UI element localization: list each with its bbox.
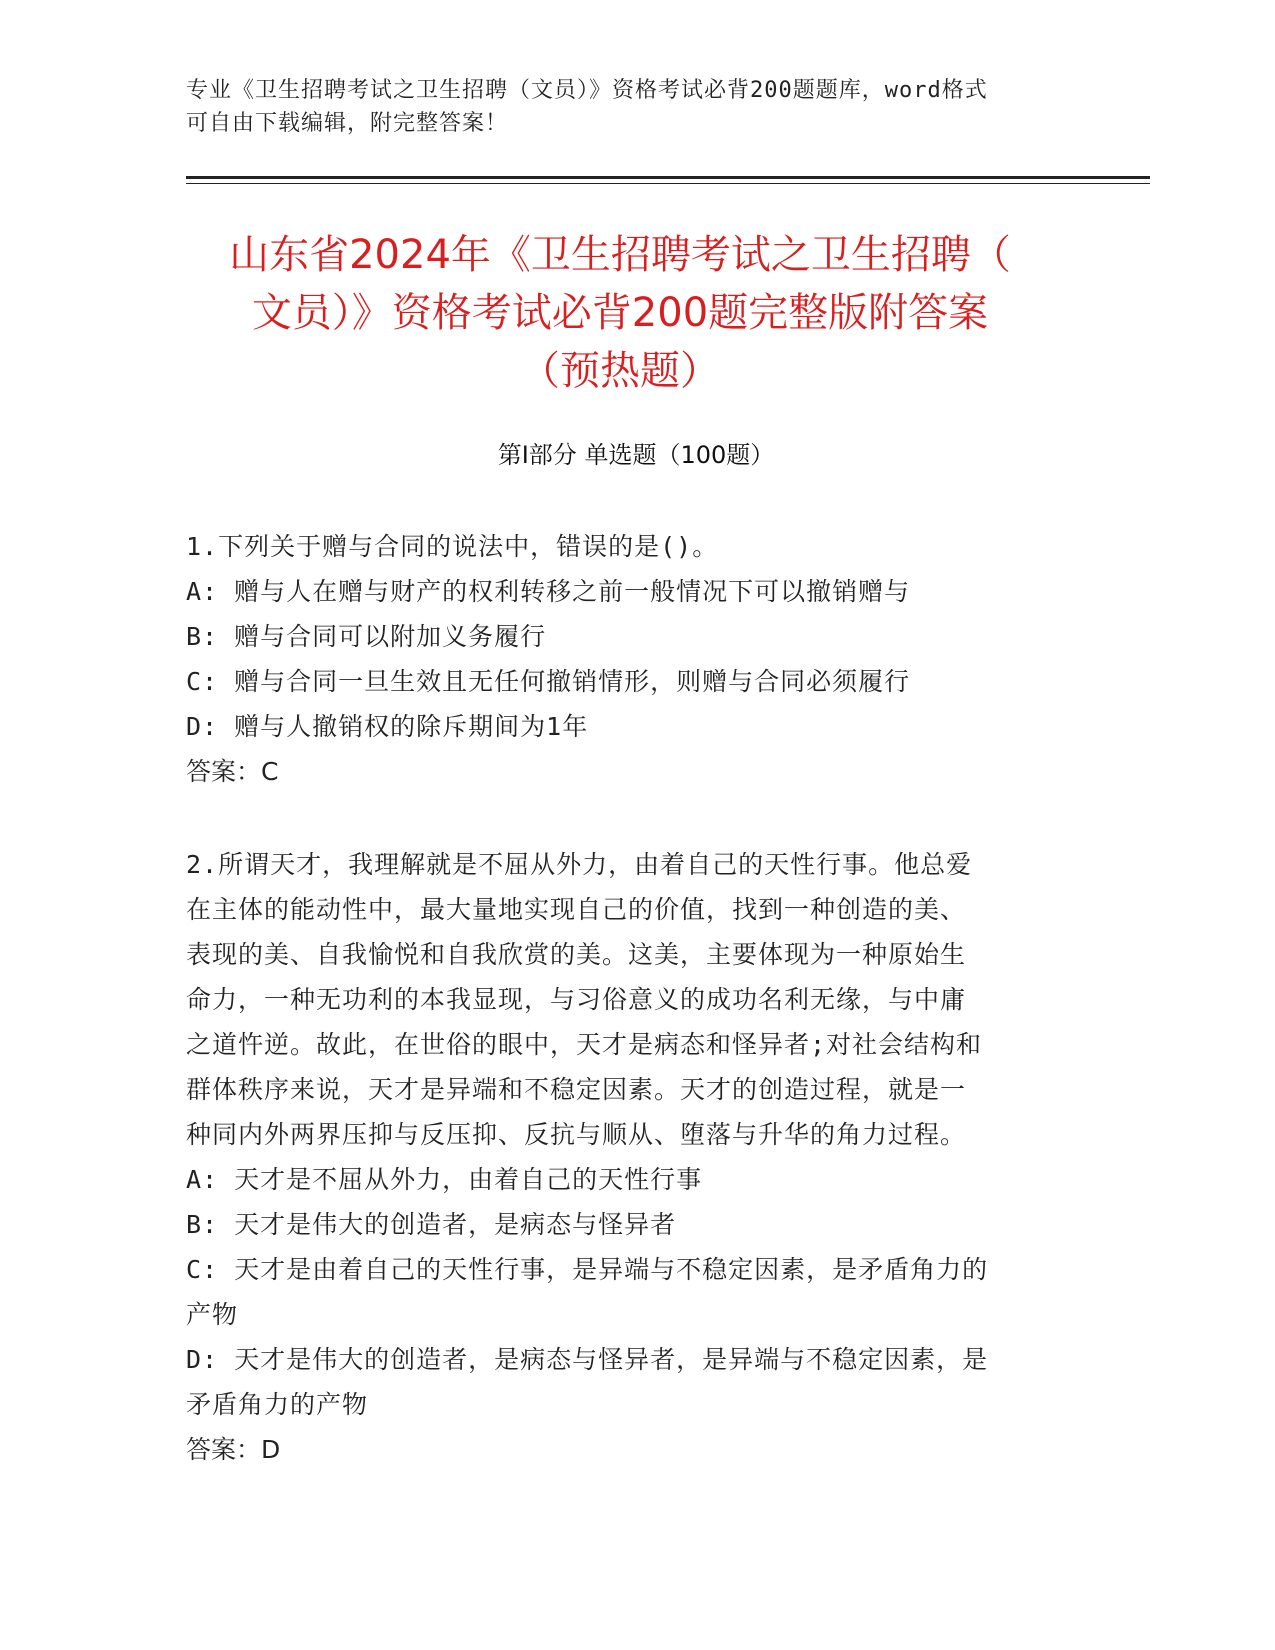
question-stem-line: 群体秩序来说，天才是异端和不稳定因素。天才的创造过程，就是一 xyxy=(186,1075,967,1104)
option-line: C: 天才是由着自己的天性行事，是异端与不稳定因素，是矛盾角力的 xyxy=(186,1255,989,1284)
option-line: 矛盾角力的产物 xyxy=(186,1390,369,1419)
option-line: C: 赠与合同一旦生效且无任何撤销情形，则赠与合同必须履行 xyxy=(186,667,911,696)
option-line: 产物 xyxy=(186,1300,239,1329)
question-stem-line: 2.所谓天才，我理解就是不屈从外力，由着自己的天性行事。他总爱 xyxy=(186,850,973,879)
document-title xyxy=(160,226,1080,400)
option-c xyxy=(186,659,1066,704)
question-stem-line: 种同内外两界压抑与反压抑、反抗与顺从、堕落与升华的角力过程。 xyxy=(186,1120,967,1149)
option-line: B: 赠与合同可以附加义务履行 xyxy=(186,622,547,651)
section-heading: 第Ⅰ部分 单选题（100题） xyxy=(497,441,775,469)
question-stem xyxy=(186,842,1066,1157)
option-d xyxy=(186,1337,1066,1427)
title-line: （预热题） xyxy=(520,348,720,394)
option-c xyxy=(186,1247,1066,1337)
title-line: 山东省2024年《卫生招聘考试之卫生招聘（ xyxy=(229,232,1011,278)
question-stem-line: 之道忤逆。故此，在世俗的眼中，天才是病态和怪异者;对社会结构和 xyxy=(186,1030,983,1059)
option-d xyxy=(186,704,1066,749)
question-stem-line: 命力，一种无功利的本我显现，与习俗意义的成功名利无缘，与中庸 xyxy=(186,985,967,1014)
question-stem-line: 表现的美、自我愉悦和自我欣赏的美。这美，主要体现为一种原始生 xyxy=(186,940,967,969)
option-line: B: 天才是伟大的创造者，是病态与怪异者 xyxy=(186,1210,677,1239)
title-line: 文员）》资格考试必背200题完整版附答案 xyxy=(251,290,989,336)
header-rule-thin xyxy=(186,183,1150,184)
option-a xyxy=(186,1157,1066,1202)
question-stem-line: 在主体的能动性中，最大量地实现自己的价值，找到一种创造的美、 xyxy=(186,895,967,924)
question-stem-line: 1.下列关于赠与合同的说法中，错误的是()。 xyxy=(186,532,719,561)
question-stem xyxy=(186,524,1066,569)
header-note-line: 专业《卫生招聘考试之卫生招聘（文员）》资格考试必背200题题库，word格式 xyxy=(186,78,988,103)
question-item xyxy=(186,524,1066,794)
answer-label: 答案：C xyxy=(186,757,279,786)
option-line: A: 赠与人在赠与财产的权利转移之前一般情况下可以撤销赠与 xyxy=(186,577,911,606)
header-note xyxy=(186,74,1086,140)
option-b xyxy=(186,614,1066,659)
header-rule-thick xyxy=(186,176,1150,179)
option-b xyxy=(186,1202,1066,1247)
option-line: D: 天才是伟大的创造者，是病态与怪异者，是异端与不稳定因素，是 xyxy=(186,1345,989,1374)
option-a xyxy=(186,569,1066,614)
question-item xyxy=(186,842,1066,1472)
option-line: D: 赠与人撤销权的除斥期间为1年 xyxy=(186,712,589,741)
answer-label: 答案：D xyxy=(186,1435,281,1464)
header-note-line: 可自由下载编辑，附完整答案！ xyxy=(186,111,509,136)
option-line: A: 天才是不屈从外力，由着自己的天性行事 xyxy=(186,1165,703,1194)
